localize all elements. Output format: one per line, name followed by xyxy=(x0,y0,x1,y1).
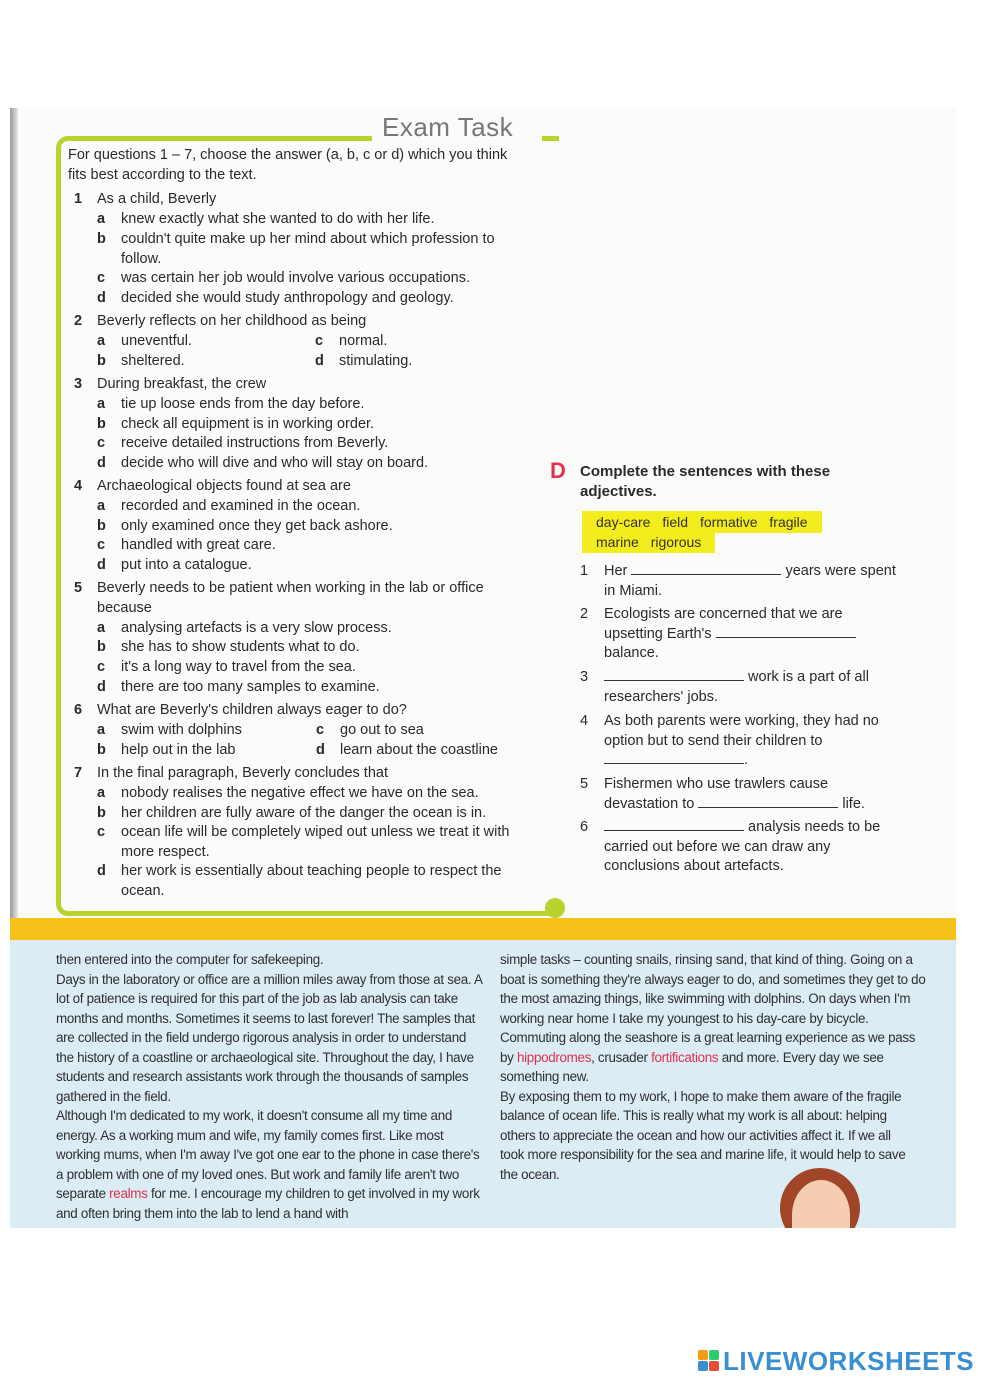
article-paragraph: By exposing them to my work, I hope to make them aware of the fragile balance of ocean life. This is really what my work is all about: helping others to appreciate the ocean and how our activities affect it. If we all took more responsibility for the sea and marine life, it would help to save the ocean. xyxy=(500,1088,906,1182)
option-letter: d xyxy=(97,679,106,695)
option-text: put into a catalogue. xyxy=(121,557,252,573)
option-letter: b xyxy=(97,805,106,821)
question-text: Beverly reflects on her childhood as being xyxy=(97,313,367,329)
article-column-1 xyxy=(56,950,486,1223)
article-column-2 xyxy=(500,950,930,1184)
word-bank-word: formative xyxy=(699,514,758,530)
option-letter: a xyxy=(97,333,106,349)
question-text: As a child, Beverly xyxy=(97,191,217,207)
sentence-text-after: work is a part of all researchers' jobs. xyxy=(604,669,869,705)
option-letter: d xyxy=(97,557,106,573)
sentence-number: 5 xyxy=(580,776,589,792)
answer-blank-4[interactable] xyxy=(604,751,744,764)
sentence-text-after: balance. xyxy=(604,645,659,661)
option-text: swim with dolphins xyxy=(121,722,242,738)
option-text: decide who will dive and who will stay on board. xyxy=(121,455,429,471)
question-number: 6 xyxy=(74,702,83,718)
liveworksheets-logo-icon xyxy=(698,1350,720,1372)
option-text: her children are fully aware of the danger the ocean is in. xyxy=(121,805,487,821)
option-text: help out in the lab xyxy=(121,742,236,758)
answer-blank-2[interactable] xyxy=(716,625,856,638)
option-letter: a xyxy=(97,722,106,738)
glossary-word-fortifications: fortifications xyxy=(651,1049,719,1065)
option-letter: c xyxy=(97,659,106,675)
option-text: was certain her job would involve various occupations. xyxy=(121,270,470,286)
option-text: sheltered. xyxy=(121,353,185,369)
option-text: normal. xyxy=(339,333,388,349)
question-number: 4 xyxy=(74,478,83,494)
sentence-number: 3 xyxy=(580,669,589,685)
sentence-text-before: Ecologists are concerned that we are upsetting Earth's xyxy=(604,606,843,642)
option-letter: a xyxy=(97,785,106,801)
liveworksheets-logo-text: LIVEWORKSHEETS xyxy=(723,1345,975,1376)
option-text: ocean life will be completely wiped out unless we treat it with more respect. xyxy=(121,824,510,860)
option-letter: a xyxy=(97,498,106,514)
option-text: knew exactly what she wanted to do with her life. xyxy=(121,211,435,227)
word-bank-word: day-care xyxy=(596,514,651,530)
answer-blank-5[interactable] xyxy=(698,795,838,808)
option-letter: b xyxy=(97,518,106,534)
option-letter: b xyxy=(97,416,106,432)
option-letter: b xyxy=(97,639,106,655)
article-paragraph xyxy=(56,1106,486,1223)
word-bank-word: field xyxy=(662,514,689,530)
answer-blank-6[interactable] xyxy=(604,818,744,831)
sentence-text-before: As both parents were working, they had no option but to send their children to xyxy=(604,713,879,749)
option-text: go out to sea xyxy=(340,722,424,738)
question-number: 1 xyxy=(74,191,83,207)
option-letter: d xyxy=(97,455,106,471)
answer-blank-1[interactable] xyxy=(631,562,781,575)
sentence-text-before: Fishermen who use trawlers cause devastation to xyxy=(604,776,829,812)
question-number: 5 xyxy=(74,580,83,596)
question-number: 7 xyxy=(74,765,83,781)
word-bank-word: fragile xyxy=(769,514,808,530)
section-d-letter: D xyxy=(550,458,566,483)
option-letter: a xyxy=(97,211,106,227)
option-letter: d xyxy=(97,863,106,879)
option-text: her work is essentially about teaching people to respect the ocean. xyxy=(121,863,502,899)
option-text: couldn't quite make up her mind about which profession to follow. xyxy=(121,231,495,267)
option-letter: c xyxy=(316,722,325,738)
yellow-divider-band xyxy=(10,918,956,940)
exam-task-title: Exam Task xyxy=(382,112,514,142)
article-paragraph: Days in the laboratory or office are a million miles away from those at sea. A lot of patience is required for this part of the job as lab analysis can take months and months. Sometimes it seems to last forever! The samples that are collected in the field undergo rigorous analysis in order to understand the history of a coastline or archaeological site. Throughout the day, I have students and research assistants work through the thousands of samples gathered in the field. xyxy=(56,971,482,1104)
option-text: stimulating. xyxy=(339,353,413,369)
sentence-text-after: analysis needs to be carried out before we can draw any conclusions about artefacts. xyxy=(604,819,881,874)
option-text: handled with great care. xyxy=(121,537,276,553)
sentence-number: 2 xyxy=(580,606,589,622)
option-letter: b xyxy=(97,353,106,369)
sentence-text-after: life. xyxy=(842,795,865,812)
frame-end-dot xyxy=(545,898,565,918)
option-letter: a xyxy=(97,620,106,636)
question-text: During breakfast, the crew xyxy=(97,376,267,392)
option-text: nobody realises the negative effect we have on the sea. xyxy=(121,785,479,801)
option-text: it's a long way to travel from the sea. xyxy=(121,659,356,675)
sentence-text-before: Her xyxy=(604,563,628,579)
article-text: , crusader xyxy=(591,1049,652,1065)
article-text: Although I'm dedicated to my work, it doesn't consume all my time and energy. As a working mum and wife, my family comes first. Like most working mums, when I'm away I've got one ear to the phone in case there's a problem with one of my loved ones. But work and family life aren't two separate xyxy=(56,1108,480,1201)
article-paragraph: then entered into the computer for safekeeping. xyxy=(56,952,324,967)
liveworksheets-logo[interactable] xyxy=(698,1346,974,1376)
sentence-number: 1 xyxy=(580,563,589,579)
option-text: receive detailed instructions from Beverly. xyxy=(121,435,389,451)
word-bank-row-1 xyxy=(582,511,822,533)
question-number: 3 xyxy=(74,376,83,392)
option-letter: b xyxy=(97,231,106,247)
article-paragraph xyxy=(500,950,930,1087)
option-text: recorded and examined in the ocean. xyxy=(121,498,361,514)
question-text: Beverly needs to be patient when working in the lab or office because xyxy=(97,580,484,616)
glossary-word-realms: realms xyxy=(109,1186,148,1201)
option-letter: b xyxy=(97,742,106,758)
question-number: 2 xyxy=(74,313,83,329)
option-letter: d xyxy=(315,353,324,369)
option-text: she has to show students what to do. xyxy=(121,639,360,655)
option-letter: d xyxy=(316,742,325,758)
article-text: simple tasks – counting snails, rinsing sand, that kind of thing. Going on a boat is something they're always eager to do, and sometimes they get to do the most amazing things, like swimming with dolphins. On days when I'm working near home I take my youngest to his day-care by bicycle. Commuting along the seashore is a great learning experience as we pass by xyxy=(500,952,926,1065)
sentence-number: 6 xyxy=(580,819,589,835)
article-text: and more. Every day we see something new. xyxy=(500,1049,884,1084)
section-d-title: Complete the sentences with these adjectives. xyxy=(580,463,831,500)
option-text: uneventful. xyxy=(121,333,192,349)
question-text: In the final paragraph, Beverly concludes that xyxy=(97,765,388,781)
word-bank-word: marine xyxy=(596,534,639,550)
option-letter: a xyxy=(97,396,106,412)
glossary-word-hippodromes: hippodromes xyxy=(516,1049,592,1065)
option-letter: c xyxy=(97,537,106,553)
option-text: tie up loose ends from the day before. xyxy=(121,396,365,412)
option-letter: c xyxy=(315,333,324,349)
option-letter: c xyxy=(97,270,106,286)
page-bottom-margin xyxy=(760,1228,960,1268)
exam-instructions: For questions 1 – 7, choose the answer (a, b, c or d) which you think fits best according to the text. xyxy=(68,147,508,183)
sentence-number: 4 xyxy=(580,713,589,729)
sentence-text-after: years were spent in Miami. xyxy=(604,563,896,599)
answer-blank-3[interactable] xyxy=(604,668,744,681)
option-text: decided she would study anthropology and geology. xyxy=(121,290,454,306)
option-text: only examined once they get back ashore. xyxy=(121,518,393,534)
option-text: analysing artefacts is a very slow process. xyxy=(121,620,392,636)
option-text: there are too many samples to examine. xyxy=(121,679,380,695)
option-letter: d xyxy=(97,290,106,306)
word-bank-word: rigorous xyxy=(650,534,702,550)
option-text: check all equipment is in working order. xyxy=(121,416,375,432)
question-text: What are Beverly's children always eager to do? xyxy=(97,702,407,718)
option-text: learn about the coastline xyxy=(340,742,498,758)
sentence-text-after: . xyxy=(744,752,749,768)
question-text: Archaeological objects found at sea are xyxy=(97,478,351,494)
option-letter: c xyxy=(97,824,106,840)
word-bank-row-2 xyxy=(582,531,715,553)
article-text: for me. I encourage my children to get involved in my work and often bring them into the lab to lend a hand with xyxy=(56,1186,480,1221)
option-letter: c xyxy=(97,435,106,451)
